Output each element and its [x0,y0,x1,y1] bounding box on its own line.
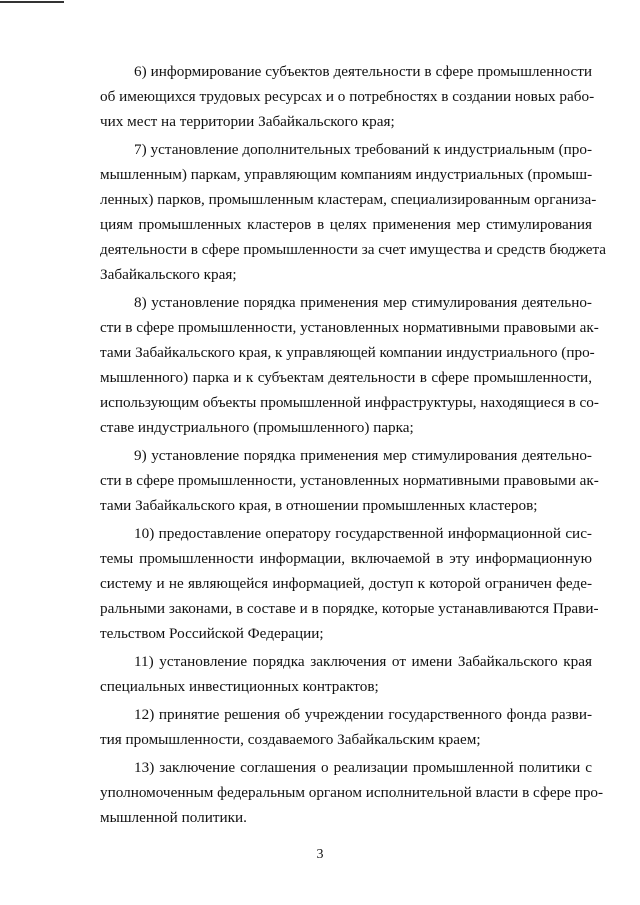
text-line: 13) заключение соглашения о реализации промышленной политики с [134,759,592,776]
text-line: 11) установление порядка заключения от имени Забайкальского края [134,653,592,670]
text-line: тами Забайкальского края, к управляющей компании индустриального (про- [100,344,595,361]
text-line: мышленного) парка и к субъектам деятельности в сфере промышленности, [100,369,592,386]
text-line: об имеющихся трудовых ресурсах и о потребностях в создании новых рабо- [100,88,595,105]
text-line: 10) предоставление оператору государственной информационной сис- [134,525,592,542]
text-line: Забайкальского края; [100,266,237,283]
scan-mark [0,1,64,3]
text-line: циям промышленных кластеров в целях применения мер стимулирования [100,216,592,233]
text-line: сти в сфере промышленности, установленных нормативными правовыми ак- [100,472,599,489]
text-line: 12) принятие решения об учреждении государственного фонда разви- [134,706,592,723]
text-line: чих мест на территории Забайкальского края; [100,113,395,130]
text-line: мышленной политики. [100,809,247,826]
text-line: 8) установление порядка применения мер стимулирования деятельно- [134,294,592,311]
text-line: 6) информирование субъектов деятельности в сфере промышленности [134,63,592,80]
page-number: 3 [316,847,324,862]
text-line: использующим объекты промышленной инфраструктуры, находящиеся в со- [100,394,599,411]
text-line: ставе индустриального (промышленного) парка; [100,419,414,436]
text-line: 9) установление порядка применения мер стимулирования деятельно- [134,447,592,464]
text-line: уполномоченным федеральным органом исполнительной власти в сфере про- [100,784,604,801]
text-line: ральными законами, в составе и в порядке, которые устанавливаются Прави- [100,600,599,617]
text-line: тельством Российской Федерации; [100,625,324,642]
text-line: мышленным) паркам, управляющим компаниям индустриальных (промыш- [100,166,593,183]
text-line: тами Забайкальского края, в отношении промышленных кластеров; [100,497,538,514]
text-line: темы промышленности информации, включаемой в эту информационную [100,550,592,567]
text-line: специальных инвестиционных контрактов; [100,678,379,695]
text-line: ленных) парков, промышленным кластерам, специализированным организа- [100,191,597,208]
text-line: тия промышленности, создаваемого Забайкальским краем; [100,731,481,748]
text-line: систему и не являющейся информацией, доступ к которой ограничен феде- [100,575,592,592]
text-line: деятельности в сфере промышленности за счет имущества и средств бюджета [100,241,607,258]
text-line: сти в сфере промышленности, установленных нормативными правовыми ак- [100,319,599,336]
text-line: 7) установление дополнительных требований к индустриальным (про- [134,141,592,158]
